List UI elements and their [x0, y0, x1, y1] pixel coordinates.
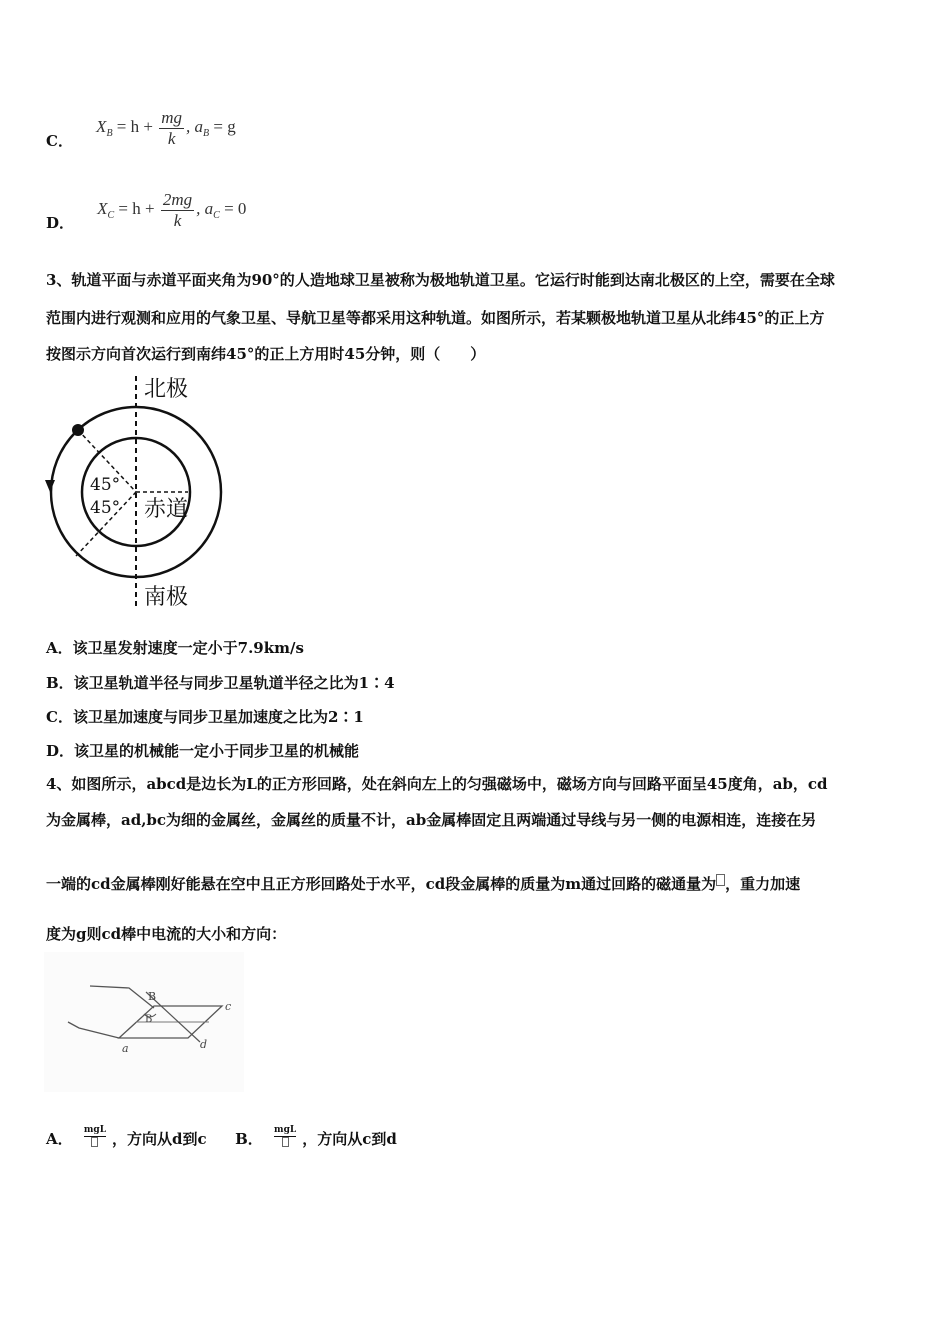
label-c: c: [225, 1000, 232, 1013]
q4-line3: [46, 874, 800, 894]
q3-line1: 3、轨道平面与赤道平面夹角为90°的人造地球卫星被称为极地轨道卫星。它运行时能到达南北极区的上空，需要在全球: [46, 271, 835, 289]
fraction: [161, 190, 194, 231]
q4-option-a-label: A．: [46, 1130, 73, 1148]
label-d: d: [200, 1038, 208, 1051]
denominator: k: [167, 129, 176, 148]
eq-part: = h +: [116, 117, 153, 137]
equator-label: 赤道: [144, 497, 189, 522]
option-d-row: [46, 190, 246, 231]
label-a: a: [122, 1042, 129, 1055]
var-a: , a: [186, 117, 204, 137]
var-x: X: [97, 199, 108, 219]
sub-b2: B: [203, 128, 210, 140]
fraction: [159, 108, 184, 149]
square-loop-figure: [44, 952, 244, 1092]
option-c-row: [46, 108, 236, 149]
numerator: mg: [161, 108, 183, 127]
q4-line4: 度为g则cd棒中电流的大小和方向：: [46, 925, 287, 943]
q4-option-a-fraction: [84, 1124, 106, 1149]
q4-option-b-text: ，方向从c到d: [302, 1130, 397, 1148]
q3-option-d: D．该卫星的机械能一定小于同步卫星的机械能: [46, 742, 360, 760]
sub-b: B: [106, 128, 113, 140]
numerator: mgL: [83, 1125, 107, 1135]
option-c-formula: [96, 108, 236, 148]
option-d-label: D．: [46, 214, 75, 233]
numerator: 2mg: [162, 190, 193, 209]
flux-symbol-box: [91, 1137, 98, 1147]
direction-arrow-icon: [45, 480, 55, 492]
label-b2: B: [145, 1014, 153, 1025]
sub-c2: C: [213, 210, 220, 222]
q3-option-a: A．该卫星发射速度一定小于7.9km/s: [46, 639, 304, 657]
q3-line2: 范围内进行观测和应用的气象卫星、导航卫星等都采用这种轨道。如图所示，若某颗极地轨道卫星从北纬45°的正上方: [46, 309, 825, 327]
q4-option-b-label: B．: [235, 1130, 263, 1148]
eq-g: = g: [213, 117, 236, 137]
sub-c: C: [107, 210, 115, 222]
angle-south-label: 45°: [90, 498, 121, 518]
var-a: , a: [196, 199, 214, 219]
q4-options-row: [46, 1124, 397, 1149]
q4-line1: 4、如图所示，abcd是边长为L的正方形回路，处在斜向左上的匀强磁场中，磁场方向与回路平面呈45度角，ab，cd: [46, 775, 828, 793]
q4-option-a-text: ，方向从d到c: [112, 1130, 207, 1148]
q4-line3-part2: ，重力加速: [725, 875, 801, 893]
q3-option-c: C．该卫星加速度与同步卫星加速度之比为2∶1: [46, 708, 364, 726]
q4-option-b-fraction: [274, 1124, 296, 1149]
q4-line2: 为金属棒，ad,bc为细的金属丝，金属丝的质量不计，ab金属棒固定且两端通过导线与另一侧的电源相连，连接在另: [46, 811, 817, 829]
angle-north-label: 45°: [90, 475, 121, 495]
q4-line3-part1: 一端的cd金属棒刚好能悬在空中且正方形回路处于水平，cd段金属棒的质量为m通过回路的磁通量为: [46, 875, 717, 893]
south-pole-label: 南极: [144, 585, 189, 610]
north-pole-label: 北极: [144, 377, 189, 402]
label-b1: B: [148, 990, 157, 1003]
satellite-dot: [72, 424, 84, 436]
q3-line3: 按图示方向首次运行到南纬45°的正上方用时45分钟，则（ ）: [46, 345, 486, 363]
q3-option-b: B．该卫星轨道半径与同步卫星轨道半径之比为1∶4: [46, 674, 395, 692]
denominator: k: [173, 211, 182, 230]
flux-symbol-box: [716, 874, 725, 886]
option-c-label: C．: [46, 132, 73, 151]
flux-symbol-box: [282, 1137, 289, 1147]
polar-orbit-figure: [40, 372, 240, 612]
eq-zero: = 0: [224, 199, 247, 219]
option-d-formula: [97, 190, 247, 230]
var-x: X: [96, 117, 107, 137]
numerator: mgL: [274, 1125, 297, 1135]
eq-part: = h +: [118, 199, 155, 219]
